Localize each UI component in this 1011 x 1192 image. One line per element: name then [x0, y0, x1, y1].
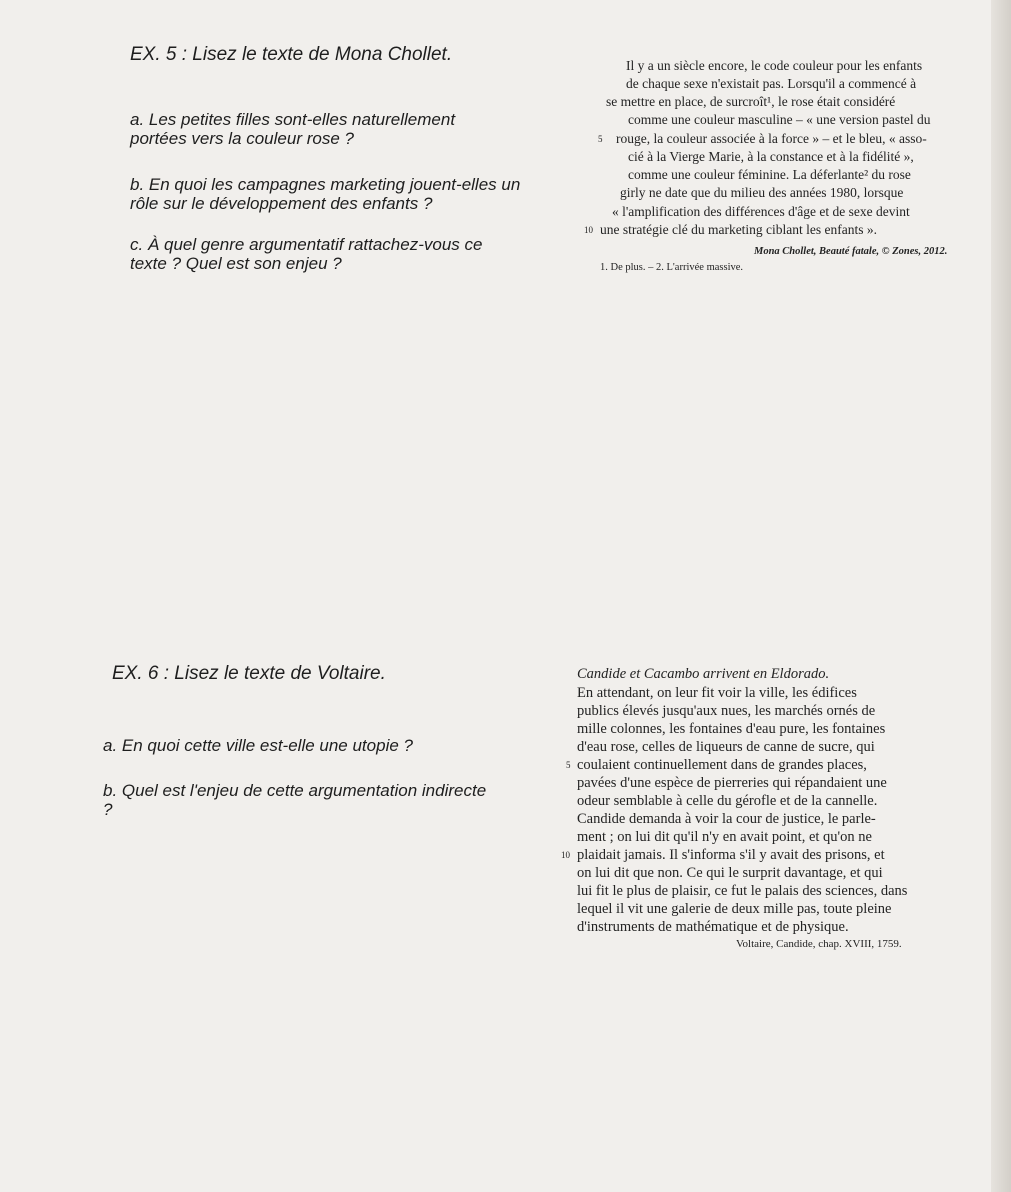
ex5-line-number: 5: [598, 134, 603, 144]
ex6-source: Voltaire, Candide, chap. XVIII, 1759.: [736, 938, 902, 950]
paper-edge: [991, 0, 1011, 1192]
ex5-text-line: comme une couleur féminine. La déferlante² du rose: [628, 167, 911, 182]
ex5-text-line: « l'amplification des différences d'âge et de sexe devint: [612, 204, 910, 219]
ex5-text-line: girly ne date que du milieu des années 1980, lorsque: [620, 185, 904, 200]
ex6-text-line: lequel il vit une galerie de deux mille pas, toute pleine: [577, 901, 892, 917]
ex6-text-line: mille colonnes, les fontaines d'eau pure, les fontaines: [577, 721, 886, 737]
ex6-text-line: ment ; on lui dit qu'il n'y en avait point, et qu'on ne: [577, 829, 872, 845]
ex6-text-line: plaidait jamais. Il s'informa s'il y avait des prisons, et: [577, 847, 885, 863]
ex6-text-line: odeur semblable à celle du gérofle et de la cannelle.: [577, 793, 878, 809]
ex5-line-number: 10: [584, 225, 593, 235]
ex5-text-line: rouge, la couleur associée à la force » – et le bleu, « asso-: [616, 131, 927, 146]
ex6-text-line: lui fit le plus de plaisir, ce fut le palais des sciences, dans: [577, 883, 908, 899]
ex6-line-number: 10: [561, 850, 570, 860]
ex5-text-line: une stratégie clé du marketing ciblant les enfants ».: [600, 222, 878, 237]
ex6-text-line: En attendant, on leur fit voir la ville, les édifices: [577, 685, 857, 701]
ex6-line-number: 5: [566, 760, 571, 770]
ex6-text-line: on lui dit que non. Ce qui le surprit davantage, et qui: [577, 865, 883, 881]
ex6-text-line: publics élevés jusqu'aux nues, les marchés ornés de: [577, 703, 876, 719]
ex5-text-line: Il y a un siècle encore, le code couleur pour les enfants: [626, 58, 923, 73]
ex6-intro: Candide et Cacambo arrivent en Eldorado.: [577, 666, 830, 682]
ex5-question-b: b. En quoi les campagnes marketing jouent-elles un rôle sur le développement des enfants ?: [130, 175, 521, 213]
ex5-text-line: se mettre en place, de surcroît¹, le rose était considéré: [606, 94, 896, 109]
ex5-source: Mona Chollet, Beauté fatale, © Zones, 2012.: [754, 246, 948, 257]
ex5-question-c: c. À quel genre argumentatif rattachez-vous ce texte ? Quel est son enjeu ?: [130, 235, 483, 273]
ex6-text-line: coulaient continuellement dans de grandes places,: [577, 757, 867, 773]
ex5-footnotes: 1. De plus. – 2. L'arrivée massive.: [600, 262, 744, 273]
ex6-question-b: b. Quel est l'enjeu de cette argumentation indirecte ?: [103, 781, 487, 819]
ex6-text-line: Candide demanda à voir la cour de justice, le parle-: [577, 811, 876, 827]
ex6-text-line: d'eau rose, celles de liqueurs de canne de sucre, qui: [577, 739, 875, 755]
ex5-text-line: comme une couleur masculine – « une version pastel du: [628, 112, 931, 127]
ex5-question-a: a. Les petites filles sont-elles naturellement portées vers la couleur rose ?: [130, 110, 456, 148]
ex5-text-line: de chaque sexe n'existait pas. Lorsqu'il a commencé à: [626, 76, 917, 91]
ex6-text-line: pavées d'une espèce de pierreries qui répandaient une: [577, 775, 887, 791]
ex6-text-line: d'instruments de mathématique et de physique.: [577, 919, 849, 935]
ex5-text-line: cié à la Vierge Marie, à la constance et à la fidélité »,: [628, 149, 914, 164]
ex5-title: EX. 5 : Lisez le texte de Mona Chollet.: [130, 44, 453, 65]
ex6-title: EX. 6 : Lisez le texte de Voltaire.: [112, 663, 386, 684]
ex6-question-a: a. En quoi cette ville est-elle une utopie ?: [103, 736, 413, 755]
